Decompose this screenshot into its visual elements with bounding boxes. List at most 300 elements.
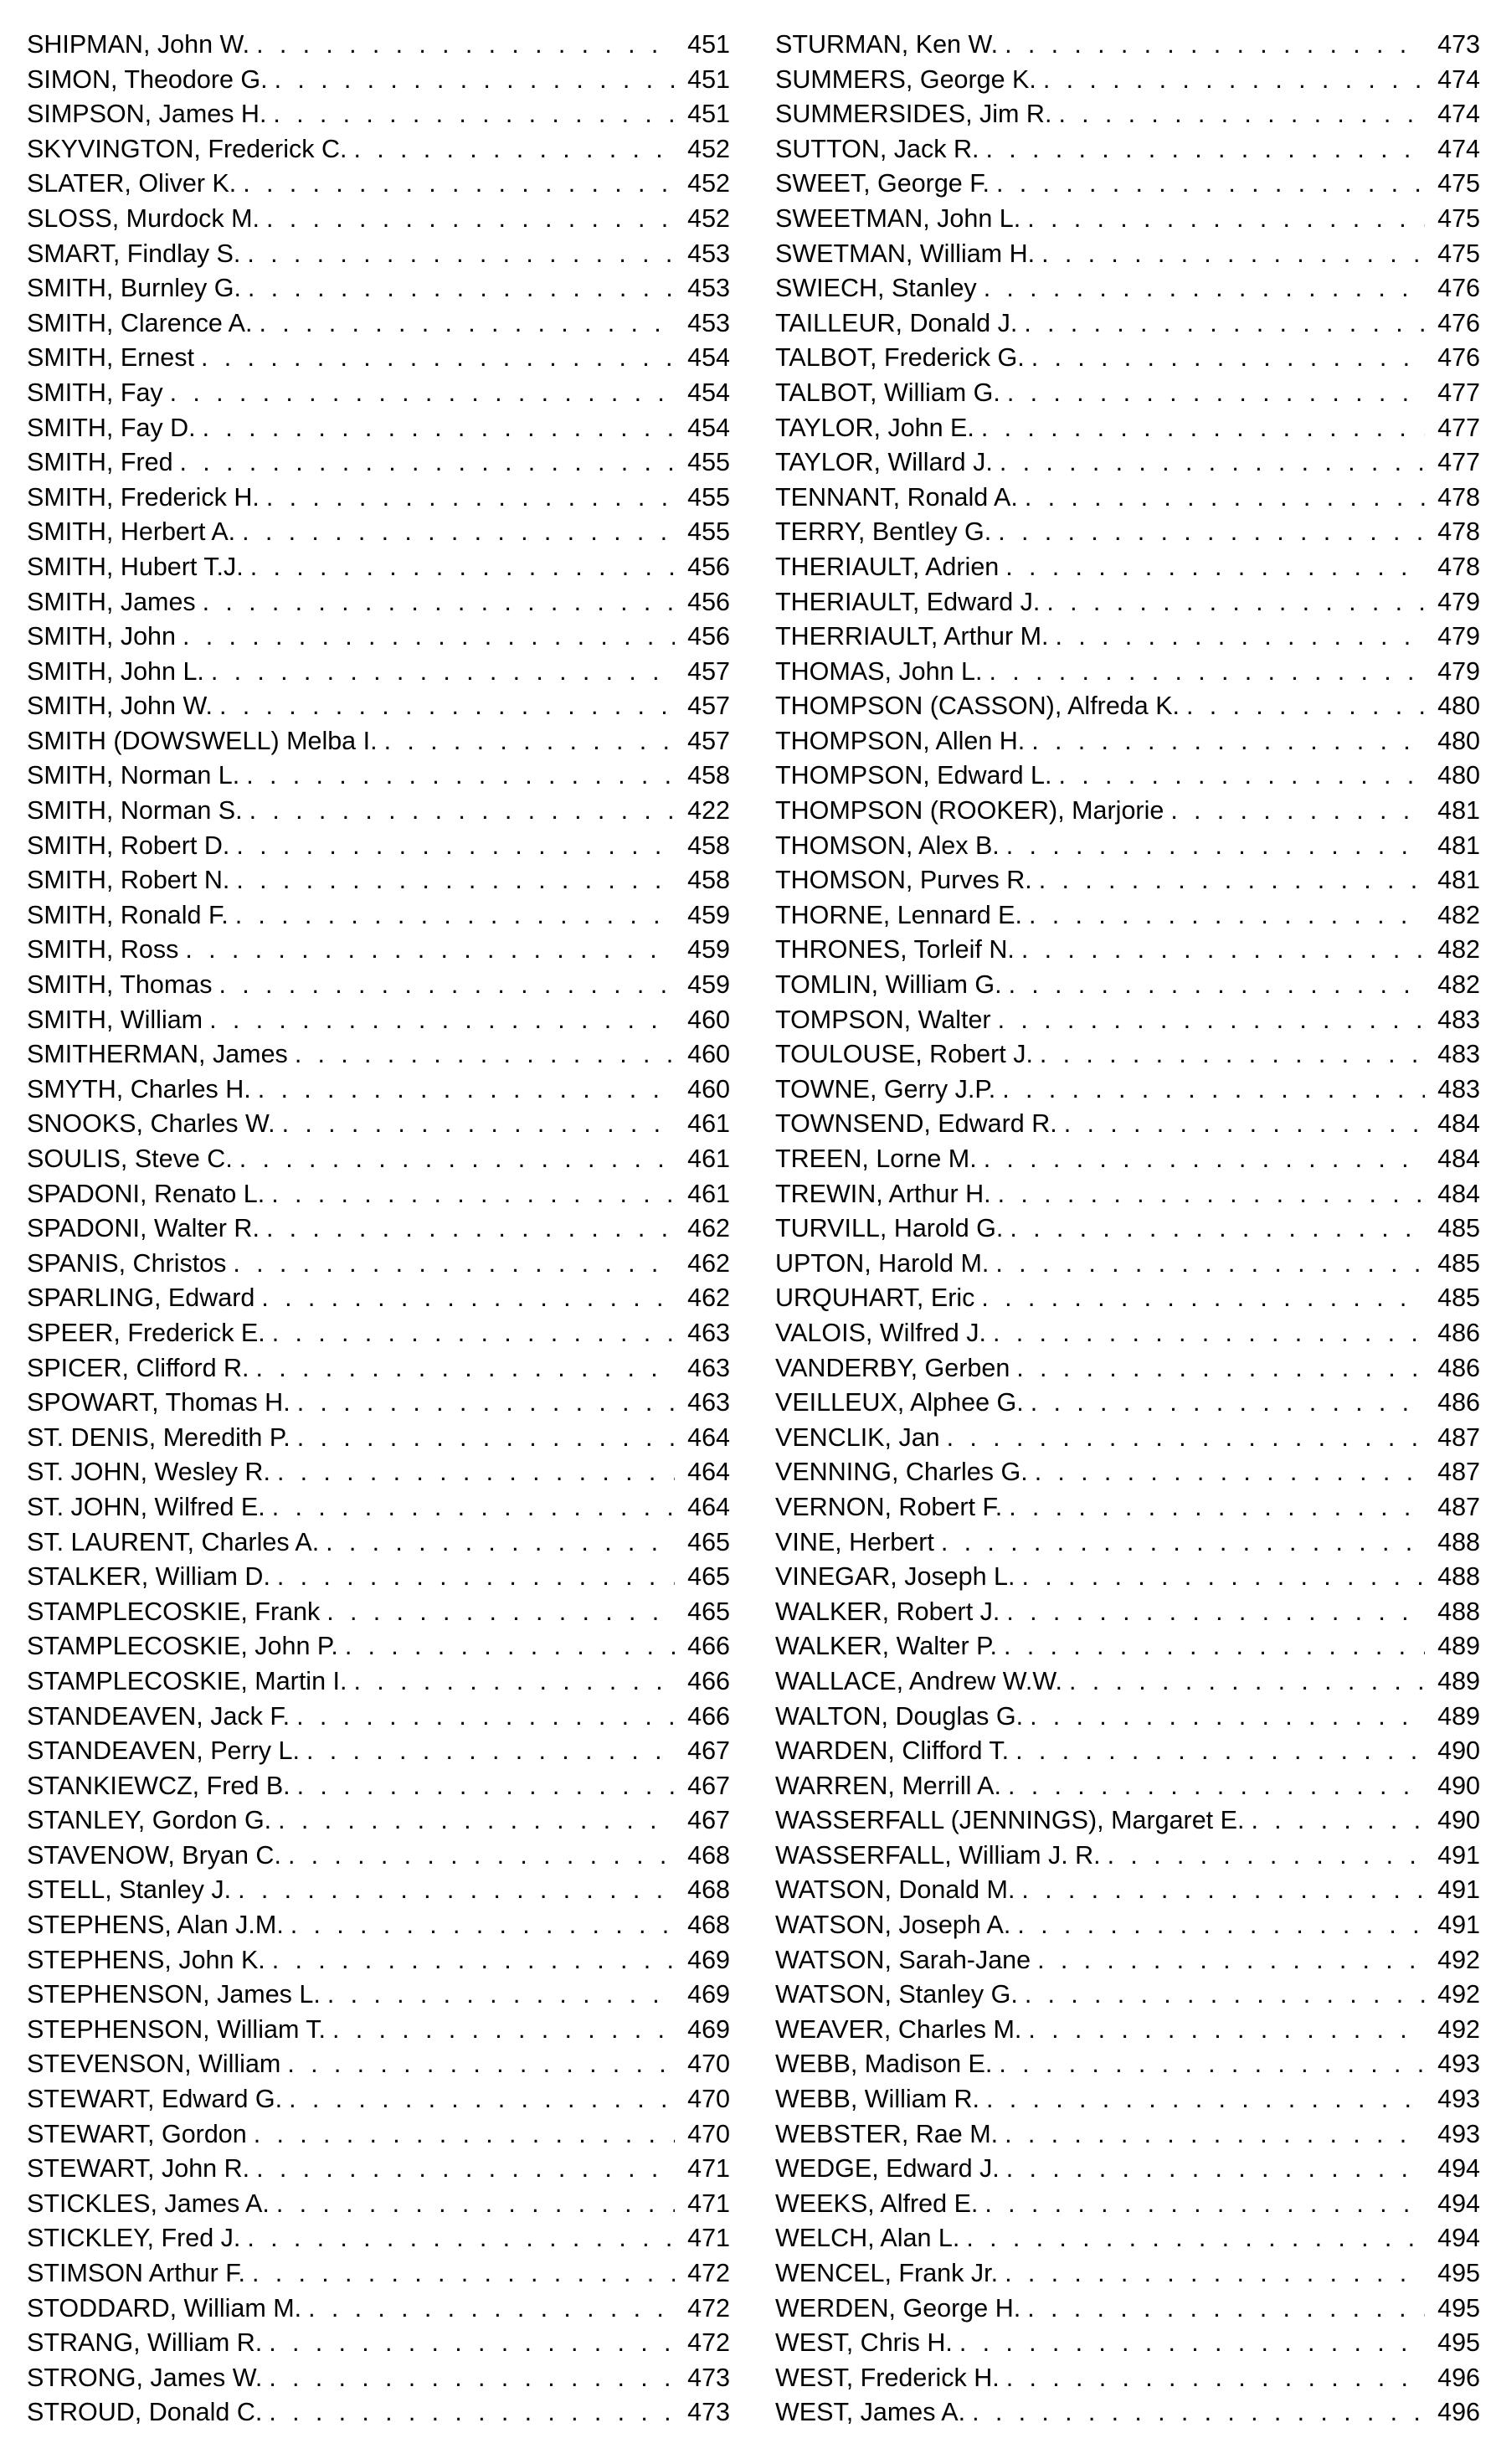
entry-page-number: 459: [687, 970, 730, 1000]
entry-name: TAILLEUR, Donald J.: [775, 308, 1018, 337]
entry-page-number: 462: [687, 1248, 730, 1278]
entry-page-number: 463: [687, 1318, 730, 1347]
dot-leader: [353, 132, 675, 167]
entry-name: STEPHENSON, James L.: [27, 1980, 321, 2009]
entry-name: WENCEL, Frank Jr.: [775, 2259, 999, 2287]
entry-page-number: 469: [687, 1945, 730, 1974]
entry-name: STAMPLECOSKIE, Martin I.: [27, 1666, 347, 1695]
entry-name: SMITH, Fay: [27, 378, 163, 407]
index-entry: [775, 1073, 1480, 1108]
entry-name: SLOSS, Murdock M.: [27, 203, 260, 233]
entry-name: VENCLIK, Jan: [775, 1422, 940, 1452]
index-entry: [775, 132, 1480, 167]
entry-name: SMITH, John: [27, 622, 176, 651]
dot-leader: [1006, 2152, 1425, 2187]
entry-page-number: 477: [1437, 378, 1480, 407]
index-entry: [27, 2082, 730, 2117]
entry-page-number: 495: [1437, 2259, 1480, 2287]
index-entry: [775, 1525, 1480, 1561]
entry-name: SHIPMAN, John W.: [27, 30, 250, 59]
dot-leader: [1022, 1560, 1426, 1595]
dot-leader: [272, 1943, 675, 1978]
dot-leader: [984, 271, 1425, 306]
dot-leader: [959, 2326, 1425, 2361]
entry-name: STEWART, Gordon: [27, 2119, 247, 2148]
entry-name: SPADONI, Renato L.: [27, 1179, 265, 1208]
entry-page-number: 486: [1437, 1353, 1480, 1382]
index-entry: [27, 1247, 730, 1282]
dot-leader: [275, 63, 675, 98]
entry-page-number: 457: [687, 656, 730, 686]
dot-leader: [296, 1700, 675, 1735]
entry-page-number: 466: [687, 1701, 730, 1731]
entry-page-number: 476: [1437, 308, 1480, 337]
entry-page-number: 480: [1437, 726, 1480, 755]
dot-leader: [1024, 306, 1425, 342]
entry-name: SUMMERSIDES, Jim R.: [775, 100, 1052, 129]
entry-name: STAMPLECOSKIE, John P.: [27, 1632, 338, 1661]
entry-page-number: 493: [1437, 2085, 1480, 2114]
dot-leader: [258, 1073, 675, 1108]
index-entry: [775, 550, 1480, 585]
index-entry: [27, 341, 730, 376]
entry-page-number: 494: [1437, 2189, 1480, 2218]
entry-name: STEPHENSON, William T.: [27, 2014, 326, 2044]
entry-page-number: 454: [687, 378, 730, 407]
index-entry: [775, 1769, 1480, 1804]
index-entry: [27, 2013, 730, 2048]
entry-name: STODDARD, William M.: [27, 2293, 302, 2323]
entry-page-number: 461: [687, 1179, 730, 1208]
entry-page-number: 477: [1437, 413, 1480, 442]
index-entry: [27, 2117, 730, 2153]
index-entry: [775, 2292, 1480, 2327]
index-entry: [775, 1943, 1480, 1978]
entry-page-number: 451: [687, 64, 730, 94]
entry-page-number: 479: [1437, 656, 1480, 686]
dot-leader: [266, 202, 675, 237]
entry-page-number: 470: [687, 2085, 730, 2114]
dot-leader: [947, 1421, 1425, 1456]
dot-leader: [273, 97, 675, 132]
dot-leader: [233, 1247, 675, 1282]
dot-leader: [1031, 724, 1425, 759]
index-entry: [775, 829, 1480, 864]
index-entry: [775, 2326, 1480, 2361]
dot-leader: [211, 655, 675, 690]
dot-leader: [941, 1525, 1425, 1561]
index-entry: [775, 655, 1480, 690]
index-entry: [27, 1003, 730, 1038]
dot-leader: [247, 237, 675, 272]
index-entry: [27, 655, 730, 690]
index-entry: [27, 863, 730, 898]
dot-leader: [287, 2047, 675, 2082]
entry-name: THERIAULT, Adrien: [775, 552, 1000, 581]
entry-page-number: 471: [687, 2154, 730, 2184]
entry-page-number: 487: [1437, 1458, 1480, 1487]
entry-name: STEWART, John R.: [27, 2154, 250, 2184]
entry-page-number: 452: [687, 134, 730, 163]
index-entry: [775, 2082, 1480, 2117]
dot-leader: [1040, 1037, 1425, 1073]
entry-page-number: 484: [1437, 1145, 1480, 1173]
entry-name: ST. DENIS, Meredith P.: [27, 1422, 290, 1452]
entry-page-number: 456: [687, 587, 730, 616]
entry-page-number: 465: [687, 1597, 730, 1626]
dot-leader: [272, 1316, 675, 1351]
index-entry: [775, 63, 1480, 98]
index-entry: [775, 1281, 1480, 1316]
dot-leader: [999, 2047, 1425, 2082]
entry-page-number: 453: [687, 308, 730, 337]
dot-leader: [326, 1595, 675, 1630]
entry-name: WEBSTER, Rae M.: [775, 2119, 999, 2148]
dot-leader: [327, 1978, 675, 2013]
entry-name: WERDEN, George H.: [775, 2293, 1021, 2323]
index-entry: [27, 1455, 730, 1490]
entry-page-number: 486: [1437, 1318, 1480, 1347]
index-entry: [27, 1839, 730, 1874]
entry-name: STELL, Stanley J.: [27, 1875, 232, 1905]
index-entry: [775, 237, 1480, 272]
dot-leader: [1064, 1107, 1425, 1142]
index-entry: [27, 620, 730, 655]
index-entry: [775, 1142, 1480, 1177]
entry-name: STICKLEY, Fred J.: [27, 2224, 241, 2253]
index-entry: [775, 1734, 1480, 1769]
entry-name: VINEGAR, Joseph L.: [775, 1562, 1015, 1592]
entry-page-number: 466: [687, 1666, 730, 1695]
dot-leader: [276, 2187, 675, 2222]
entry-name: SNOOKS, Charles W.: [27, 1109, 275, 1139]
entry-name: ST. JOHN, Wilfred E.: [27, 1492, 265, 1521]
entry-name: SUMMERS, George K.: [775, 64, 1036, 94]
entry-page-number: 468: [687, 1840, 730, 1870]
entry-name: STANDEAVEN, Jack F.: [27, 1701, 290, 1731]
dot-leader: [238, 1873, 675, 1908]
entry-page-number: 467: [687, 1736, 730, 1766]
dot-leader: [981, 1281, 1425, 1316]
dot-leader: [278, 1803, 675, 1839]
index-entry: [775, 2221, 1480, 2256]
entry-page-number: 491: [1437, 1875, 1480, 1905]
entry-page-number: 484: [1437, 1179, 1480, 1208]
index-entry: [775, 1978, 1480, 2013]
dot-leader: [1009, 1490, 1425, 1525]
entry-page-number: 485: [1437, 1214, 1480, 1243]
entry-page-number: 465: [687, 1562, 730, 1592]
index-entry: [27, 1595, 730, 1630]
index-entry: [775, 167, 1480, 202]
dot-leader: [984, 1142, 1425, 1177]
dot-leader: [353, 1664, 675, 1700]
index-entry: [775, 515, 1480, 550]
entry-page-number: 495: [1437, 2328, 1480, 2358]
entry-name: WEST, Chris H.: [775, 2328, 953, 2358]
entry-page-number: 455: [687, 482, 730, 512]
entry-page-number: 470: [687, 2050, 730, 2079]
index-entry: [775, 271, 1480, 306]
entry-page-number: 492: [1437, 1980, 1480, 2009]
index-entry: [27, 2256, 730, 2292]
dot-leader: [203, 585, 675, 620]
dot-leader: [1029, 898, 1425, 934]
entry-name: THOMSON, Alex B.: [775, 831, 1000, 860]
entry-name: SMITH, Norman L.: [27, 761, 240, 790]
entry-name: SMITH, Burnley G.: [27, 274, 241, 303]
entry-name: STEPHENS, John K.: [27, 1945, 265, 1974]
entry-name: SPICER, Clifford R.: [27, 1353, 249, 1382]
dot-leader: [993, 1316, 1425, 1351]
index-entry: [775, 1107, 1480, 1142]
entry-page-number: 462: [687, 1283, 730, 1313]
entry-name: SMART, Findlay S.: [27, 239, 241, 268]
index-entry: [27, 481, 730, 516]
dot-leader: [1010, 1211, 1425, 1247]
index-entry: [775, 202, 1480, 237]
entry-name: SPANIS, Christos: [27, 1248, 227, 1278]
dot-leader: [1005, 2256, 1425, 2292]
index-entry: [775, 1803, 1480, 1839]
entry-name: SOULIS, Steve C.: [27, 1145, 233, 1173]
index-entry: [775, 376, 1480, 411]
entry-page-number: 474: [1437, 100, 1480, 129]
entry-page-number: 464: [687, 1492, 730, 1521]
entry-name: STEPHENS, Alan J.M.: [27, 1911, 284, 1940]
index-entry: [775, 2187, 1480, 2222]
dot-leader: [1041, 237, 1425, 272]
entry-name: ST. LAURENT, Charles A.: [27, 1527, 320, 1556]
entry-page-number: 489: [1437, 1666, 1480, 1695]
index-entry: [775, 794, 1480, 829]
dot-leader: [261, 1281, 675, 1316]
entry-name: STIMSON Arthur F.: [27, 2259, 245, 2287]
entry-page-number: 495: [1437, 2293, 1480, 2323]
dot-leader: [985, 132, 1425, 167]
entry-page-number: 463: [687, 1353, 730, 1382]
dot-leader: [271, 1177, 675, 1212]
index-entry: [27, 968, 730, 1003]
dot-leader: [269, 2395, 675, 2431]
dot-leader: [1108, 1839, 1425, 1874]
entry-page-number: 464: [687, 1458, 730, 1487]
entry-name: TREEN, Lorne M.: [775, 1145, 977, 1173]
entry-page-number: 487: [1437, 1492, 1480, 1521]
dot-leader: [996, 167, 1425, 202]
entry-name: SIMON, Theodore G.: [27, 64, 268, 94]
entry-name: THOMPSON, Allen H.: [775, 726, 1026, 755]
entry-page-number: 467: [687, 1806, 730, 1835]
index-entry: [27, 1803, 730, 1839]
entry-page-number: 479: [1437, 587, 1480, 616]
entry-name: SPOWART, Thomas H.: [27, 1388, 290, 1417]
index-entry: [27, 1873, 730, 1908]
entry-name: SMYTH, Charles H.: [27, 1074, 251, 1103]
entry-name: TALBOT, Frederick G.: [775, 343, 1025, 373]
entry-page-number: 474: [1437, 64, 1480, 94]
index-entry: [775, 1664, 1480, 1700]
entry-page-number: 456: [687, 552, 730, 581]
entry-page-number: 490: [1437, 1736, 1480, 1766]
index-entry: [775, 2047, 1480, 2082]
dot-leader: [203, 411, 675, 446]
index-entry: [27, 1908, 730, 1943]
dot-leader: [282, 1107, 675, 1142]
entry-page-number: 485: [1437, 1248, 1480, 1278]
dot-leader: [1186, 689, 1425, 724]
entry-name: URQUHART, Eric: [775, 1283, 975, 1313]
entry-name: SMITH, Hubert T.J.: [27, 552, 244, 581]
entry-name: SMITH, William: [27, 1005, 203, 1034]
entry-page-number: 466: [687, 1632, 730, 1661]
dot-leader: [256, 2152, 675, 2187]
entry-name: SKYVINGTON, Frederick C.: [27, 134, 347, 163]
index-entry: [27, 1386, 730, 1421]
dot-leader: [1037, 1943, 1425, 1978]
dot-leader: [289, 2082, 675, 2117]
entry-page-number: 451: [687, 100, 730, 129]
index-entry: [27, 1421, 730, 1456]
index-entry: [775, 1386, 1480, 1421]
entry-name: WATSON, Stanley G.: [775, 1980, 1018, 2009]
entry-name: SMITH, John L.: [27, 656, 204, 686]
dot-leader: [995, 1247, 1425, 1282]
entry-name: SPARLING, Edward: [27, 1283, 255, 1313]
index-entry: [775, 1490, 1480, 1525]
dot-leader: [1025, 1978, 1425, 2013]
entry-page-number: 487: [1437, 1422, 1480, 1452]
entry-name: SWIECH, Stanley: [775, 274, 977, 303]
dot-leader: [998, 1177, 1425, 1212]
index-entry: [27, 550, 730, 585]
dot-leader: [290, 1908, 675, 1943]
entry-name: SUTTON, Jack R.: [775, 134, 979, 163]
entry-page-number: 494: [1437, 2224, 1480, 2253]
dot-leader: [332, 2013, 675, 2048]
dot-leader: [183, 620, 675, 655]
index-entry: [27, 1769, 730, 1804]
index-entry: [775, 1560, 1480, 1595]
entry-page-number: 480: [1437, 761, 1480, 790]
dot-leader: [1069, 1664, 1425, 1700]
entry-page-number: 479: [1437, 622, 1480, 651]
entry-name: THORNE, Lennard E.: [775, 900, 1022, 929]
dot-leader: [236, 829, 675, 864]
entry-page-number: 452: [687, 203, 730, 233]
entry-name: SMITH, Robert D.: [27, 831, 230, 860]
dot-leader: [981, 411, 1425, 446]
index-entry: [27, 515, 730, 550]
index-entry: [775, 1629, 1480, 1664]
dot-leader: [297, 1421, 675, 1456]
index-entry: [775, 1421, 1480, 1456]
entry-page-number: 480: [1437, 692, 1480, 721]
index-entry: [27, 167, 730, 202]
entry-name: SPEER, Frederick E.: [27, 1318, 265, 1347]
dot-leader: [1006, 2361, 1425, 2396]
index-entry: [27, 1734, 730, 1769]
entry-name: STAVENOW, Bryan C.: [27, 1840, 281, 1870]
entry-page-number: 461: [687, 1145, 730, 1173]
dot-leader: [1000, 445, 1425, 481]
dot-leader: [295, 1037, 675, 1073]
index-entry: [27, 271, 730, 306]
index-entry: [775, 1873, 1480, 1908]
dot-leader: [1028, 2013, 1425, 2048]
entry-name: WALKER, Walter P.: [775, 1632, 997, 1661]
index-entry: [775, 1177, 1480, 1212]
dot-leader: [984, 2187, 1425, 2222]
entry-page-number: 489: [1437, 1632, 1480, 1661]
entry-page-number: 453: [687, 239, 730, 268]
dot-leader: [1170, 794, 1425, 829]
index-entry: [27, 1073, 730, 1108]
entry-page-number: 465: [687, 1527, 730, 1556]
dot-leader: [1015, 1734, 1425, 1769]
index-entry: [27, 306, 730, 342]
index-entry: [27, 63, 730, 98]
dot-leader: [384, 724, 675, 759]
entry-name: SMITH, Frederick H.: [27, 482, 260, 512]
index-entry: [775, 445, 1480, 481]
dot-leader: [235, 898, 675, 934]
index-entry: [27, 933, 730, 968]
entry-name: SWEETMAN, John L.: [775, 203, 1021, 233]
entry-page-number: 475: [1437, 169, 1480, 198]
dot-leader: [266, 1211, 675, 1247]
entry-page-number: 494: [1437, 2154, 1480, 2184]
entry-name: SPADONI, Walter R.: [27, 1214, 260, 1243]
entry-page-number: 492: [1437, 2014, 1480, 2044]
index-entry: [27, 2326, 730, 2361]
entry-page-number: 481: [1437, 796, 1480, 826]
entry-page-number: 458: [687, 866, 730, 895]
entry-name: WEAVER, Charles M.: [775, 2014, 1022, 2044]
dot-leader: [1059, 759, 1426, 794]
entry-page-number: 461: [687, 1109, 730, 1139]
dot-leader: [1046, 585, 1425, 620]
entry-name: STURMAN, Ken W.: [775, 30, 999, 59]
entry-page-number: 496: [1437, 2363, 1480, 2392]
entry-name: STRANG, William R.: [27, 2328, 263, 2358]
index-entry: [775, 2152, 1480, 2187]
entry-name: WATSON, Joseph A.: [775, 1911, 1011, 1940]
index-entry: [27, 1281, 730, 1316]
index-entry: [775, 411, 1480, 446]
index-entry: [775, 585, 1480, 620]
entry-name: SMITHERMAN, James: [27, 1040, 288, 1069]
index-entry: [27, 1560, 730, 1595]
entry-name: TREWIN, Arthur H.: [775, 1179, 991, 1208]
dot-leader: [306, 1734, 675, 1769]
entry-page-number: 458: [687, 831, 730, 860]
index-entry: [27, 2395, 730, 2431]
entry-name: WARDEN, Clifford T.: [775, 1736, 1010, 1766]
index-entry: [27, 1142, 730, 1177]
dot-leader: [989, 655, 1425, 690]
entry-name: THOMPSON (ROOKER), Marjorie: [775, 796, 1164, 826]
entry-page-number: 457: [687, 726, 730, 755]
entry-page-number: 471: [687, 2224, 730, 2253]
index-entry: [775, 1003, 1480, 1038]
index-entry: [27, 411, 730, 446]
index-entry: [27, 1525, 730, 1561]
entry-name: STANDEAVEN, Perry L.: [27, 1736, 300, 1766]
index-entry: [775, 1247, 1480, 1282]
entry-page-number: 481: [1437, 866, 1480, 895]
entry-page-number: 469: [687, 2014, 730, 2044]
